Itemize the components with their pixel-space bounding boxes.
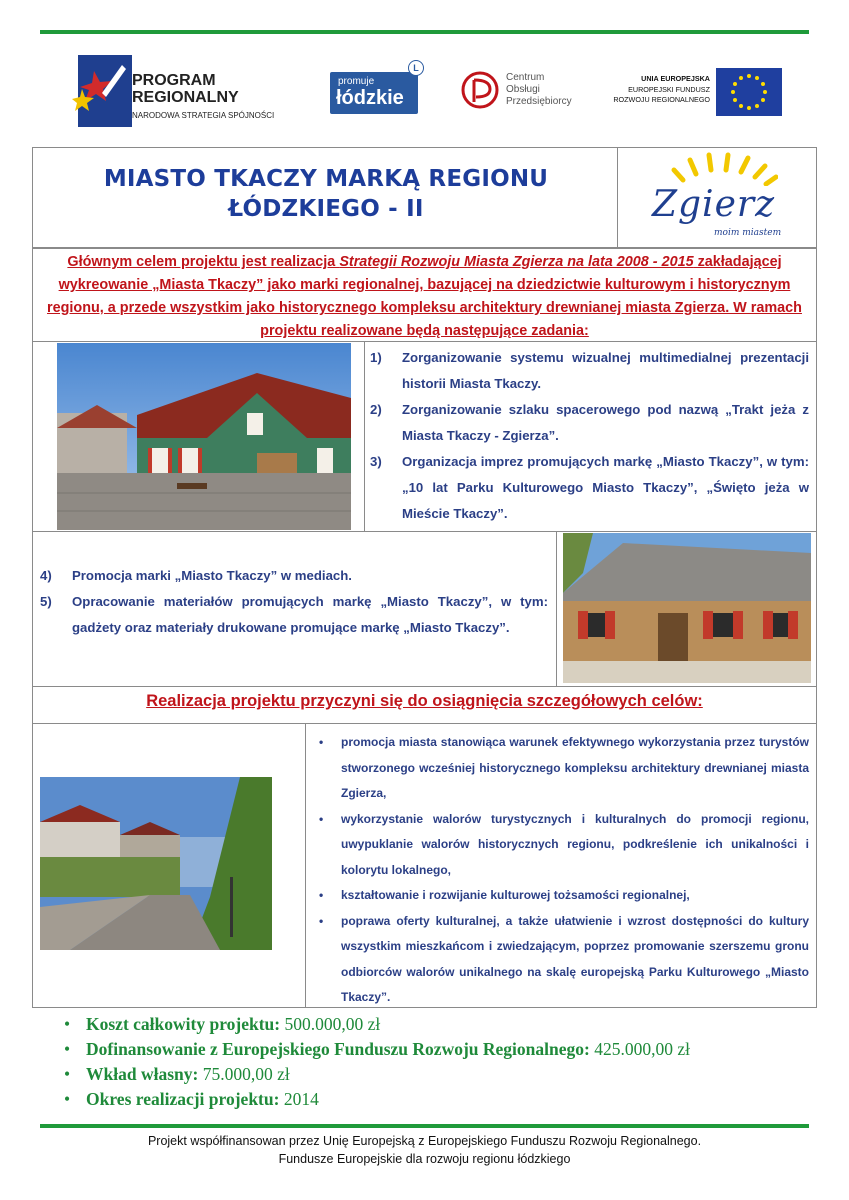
bottom-rule [40, 1124, 809, 1128]
task-number: 3) [370, 454, 382, 469]
tasks-list-a [370, 345, 809, 527]
photo-wooden-house-green [57, 343, 351, 530]
zgierz-logo-box [617, 147, 817, 248]
centrum-line2: Obsługi [506, 84, 540, 95]
divider [32, 686, 817, 687]
footer-line1: Projekt współfinansowan przez Unię Europejską z Europejskiego Funduszu Rozwoju Regionalnego. [147, 1134, 702, 1148]
finance-value: 425.000,00 zł [589, 1039, 690, 1059]
program-line1: PROGRAM [132, 72, 216, 89]
intro-strategy: Strategii Rozwoju Miasta Zgierza na lata 2008 - 2015 [339, 254, 694, 270]
task-number: 4) [40, 568, 52, 583]
centrum-line1: Centrum [506, 72, 545, 83]
finance-label: Wkład własny: [86, 1064, 199, 1084]
photo-street [40, 777, 272, 950]
footer [0, 1132, 849, 1168]
task-text: Zorganizowanie systemu wizualnej multimedialnej prezentacji historii Miasta Tkaczy. [402, 350, 809, 391]
goal-item: • poprawa oferty kulturalnej, a także ułatwienie i wzrost dostępności do kultury wszystkim mieszkańcom i zwiedzającym, poprzez promowanie szerszemu gronu odbiorców walorów unikalnego na skalę europejską Parku Kulturowego „Miasto Tkaczy”. [315, 909, 809, 1011]
finance-label: Dofinansowanie z Europejskiego Funduszu Rozwoju Regionalnego: [86, 1039, 590, 1059]
zgierz-tagline: moim miastem [714, 228, 782, 238]
centrum-emblem-icon [460, 70, 500, 110]
eu-logo [598, 68, 784, 120]
finance-list [60, 1012, 820, 1112]
task-number: 5) [40, 594, 52, 609]
task-item [40, 563, 548, 589]
goal-item: • promocja miasta stanowiąca warunek efektywnego wykorzystania przez turystów stworzonego wcześniej historycznego kompleksu architektury drewnianej miasta Zgierza, [315, 730, 809, 807]
intro-part2: zakładającej wykreowanie „Miasta Tkaczy” jako marki regionalnej, bazującej na dziedzictwie kulturowym i historycznym regionu, a przede wszystkim jako historycznego kompleksu architektury drewnianej miasta Zgierza. W ramach projektu realizowane będą następujące zadania: [47, 254, 802, 339]
lodzkie-mark: L [408, 60, 424, 76]
centrum-line3: Przedsiębiorcy [506, 96, 572, 107]
task-item [40, 589, 548, 641]
task-number: 1) [370, 350, 382, 365]
task-text: Promocja marki „Miasto Tkaczy” w mediach. [72, 568, 352, 583]
goal-item: • wykorzystanie walorów turystycznych i kulturalnych do promocji regionu, uwypuklanie walorów historycznych regionu, podkreślenie ich unikalności i kolorytu lokalnego, [315, 807, 809, 884]
eu-line1: UNIA EUROPEJSKA [641, 74, 710, 83]
program-regionalny-logo [70, 55, 310, 130]
finance-value: 500.000,00 zł [280, 1014, 381, 1034]
finance-label: Okres realizacji projektu: [86, 1089, 280, 1109]
photo-wooden-house-red-shutters [563, 533, 811, 683]
goals-heading: Realizacja projektu przyczyni się do osiągnięcia szczegółowych celów: [146, 692, 703, 710]
footer-line2: Fundusze Europejskie dla rozwoju regionu łódzkiego [278, 1152, 571, 1166]
goals-list [315, 730, 809, 1011]
page-title-line1: MIASTO TKACZY MARKĄ REGIONU [103, 166, 549, 192]
task-item [370, 397, 809, 449]
divider [556, 531, 557, 686]
finance-item-period [60, 1087, 820, 1112]
task-text: Zorganizowanie szlaku spacerowego pod nazwą „Trakt jeża z Miasta Tkaczy - Zgierza”. [402, 402, 809, 443]
finance-label: Koszt całkowity projektu: [86, 1014, 281, 1034]
program-line3: NARODOWA STRATEGIA SPÓJNOŚCI [132, 111, 275, 120]
finance-item-own-contribution [60, 1062, 820, 1087]
divider [305, 723, 306, 1008]
task-number: 2) [370, 402, 382, 417]
top-rule [40, 30, 809, 34]
centrum-obslugi-logo [460, 70, 580, 120]
divider [364, 341, 365, 531]
program-line2: REGIONALNY [132, 89, 239, 106]
finance-item-total [60, 1012, 820, 1037]
zgierz-name: Zgierz [652, 184, 776, 225]
task-item [370, 449, 809, 527]
sun-rays-icon [668, 150, 778, 186]
intro-paragraph [38, 251, 811, 343]
eu-line3: ROZWOJU REGIONALNEGO [613, 95, 710, 104]
finance-value: 2014 [279, 1089, 319, 1109]
tasks-list-b [40, 563, 548, 641]
eu-line2: EUROPEJSKI FUNDUSZ [628, 84, 710, 94]
title-box [32, 147, 618, 248]
program-regionalny-emblem-icon [70, 55, 132, 127]
promuje-lodzkie-logo [330, 60, 426, 116]
lodzkie-line1: promuje [338, 76, 375, 87]
divider [32, 531, 817, 532]
lodzkie-line2: łódzkie [336, 87, 404, 109]
intro-part1: Głównym celem projektu jest realizacja [67, 254, 340, 270]
goal-item: • kształtowanie i rozwijanie kulturowej tożsamości regionalnej, [315, 883, 809, 909]
divider [32, 723, 817, 724]
divider [32, 341, 817, 342]
finance-item-eu-funding [60, 1037, 820, 1062]
task-item [370, 345, 809, 397]
page-title-line2: ŁÓDZKIEGO - II [228, 196, 424, 222]
task-text: Organizacja imprez promujących markę „Miasto Tkaczy”, w tym: „10 lat Parku Kulturowego Miasto Tkaczy”, „Święto jeża w Mieście Tkaczy”. [402, 454, 809, 521]
task-text: Opracowanie materiałów promujących markę „Miasto Tkaczy”, w tym: gadżety oraz materiały drukowane promujące markę „Miasto Tkaczy”. [72, 594, 548, 635]
finance-value: 75.000,00 zł [198, 1064, 290, 1084]
eu-flag-icon [716, 68, 782, 116]
